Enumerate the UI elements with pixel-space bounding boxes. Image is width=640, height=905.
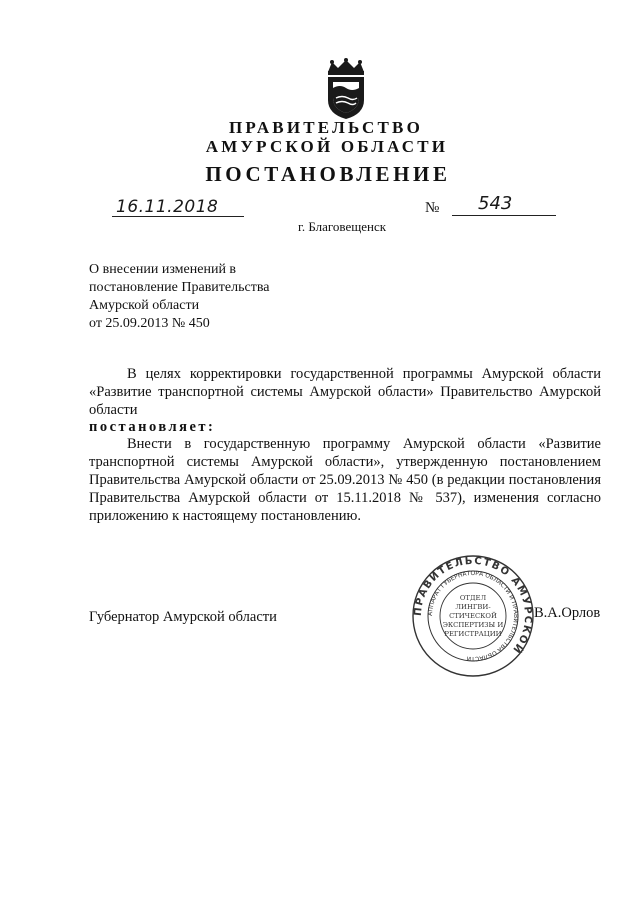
coat-of-arms-icon — [322, 58, 370, 120]
city-label: г. Благовещенск — [298, 219, 387, 234]
subject-line: О внесении изменений в — [89, 262, 237, 277]
document-type-title: ПОСТАНОВЛЕНИЕ — [205, 162, 451, 186]
stamp-center-line: СТИЧЕСКОЙ — [449, 612, 497, 620]
signer-position: Губернатор Амурской области — [89, 609, 277, 625]
subject-line: Амурской области — [89, 298, 200, 313]
resolution-paragraph: Внести в государственную программу Амурской области «Развитие транспортной системы Амурской области», утвержденную постановлением Правительства Амурской области от 25.09.2013 № 450 (в редакции постановления Правительства Амурской области от 15.11.2018 № 537), изменения согласно приложению к настоящему постановлению. — [89, 436, 601, 524]
document-subject — [89, 261, 269, 333]
region-title: АМУРСКОЙ ОБЛАСТИ — [205, 137, 449, 156]
date-underline — [112, 216, 244, 217]
stamp-outer-text: ПРАВИТЕЛЬСТВО АМУРСКОЙ — [412, 555, 534, 656]
preamble-paragraph: В целях корректировки государственной программы Амурской области «Развитие транспортной системы Амурской области» Правительство Амурской области — [89, 366, 601, 418]
document-number: 543 — [478, 193, 513, 214]
stamp-center-line: ЛИНГВИ- — [455, 603, 491, 611]
signer-name: В.А.Орлов — [534, 605, 601, 621]
stamp-inner-text: АППАРАТ ГУБЕРНАТОРА ОБЛАСТИ И ПРАВИТЕЛЬСТВА ОБЛАСТИ — [426, 569, 520, 663]
number-underline — [452, 215, 556, 216]
registration-stamp — [411, 554, 535, 678]
stamp-center-line: РЕГИСТРАЦИИ — [444, 630, 502, 638]
subject-line: постановление Правительства — [89, 280, 270, 295]
subject-line: от 25.09.2013 № 450 — [89, 316, 210, 331]
government-title: ПРАВИТЕЛЬСТВО — [229, 118, 423, 137]
stamp-center-line: ОТДЕЛ — [459, 594, 487, 602]
document-date: 16.11.2018 — [116, 197, 219, 217]
decree-word: постановляет: — [89, 419, 216, 435]
stamp-center-line: ЭКСПЕРТИЗЫ И — [442, 621, 504, 629]
number-label: № — [425, 200, 440, 216]
